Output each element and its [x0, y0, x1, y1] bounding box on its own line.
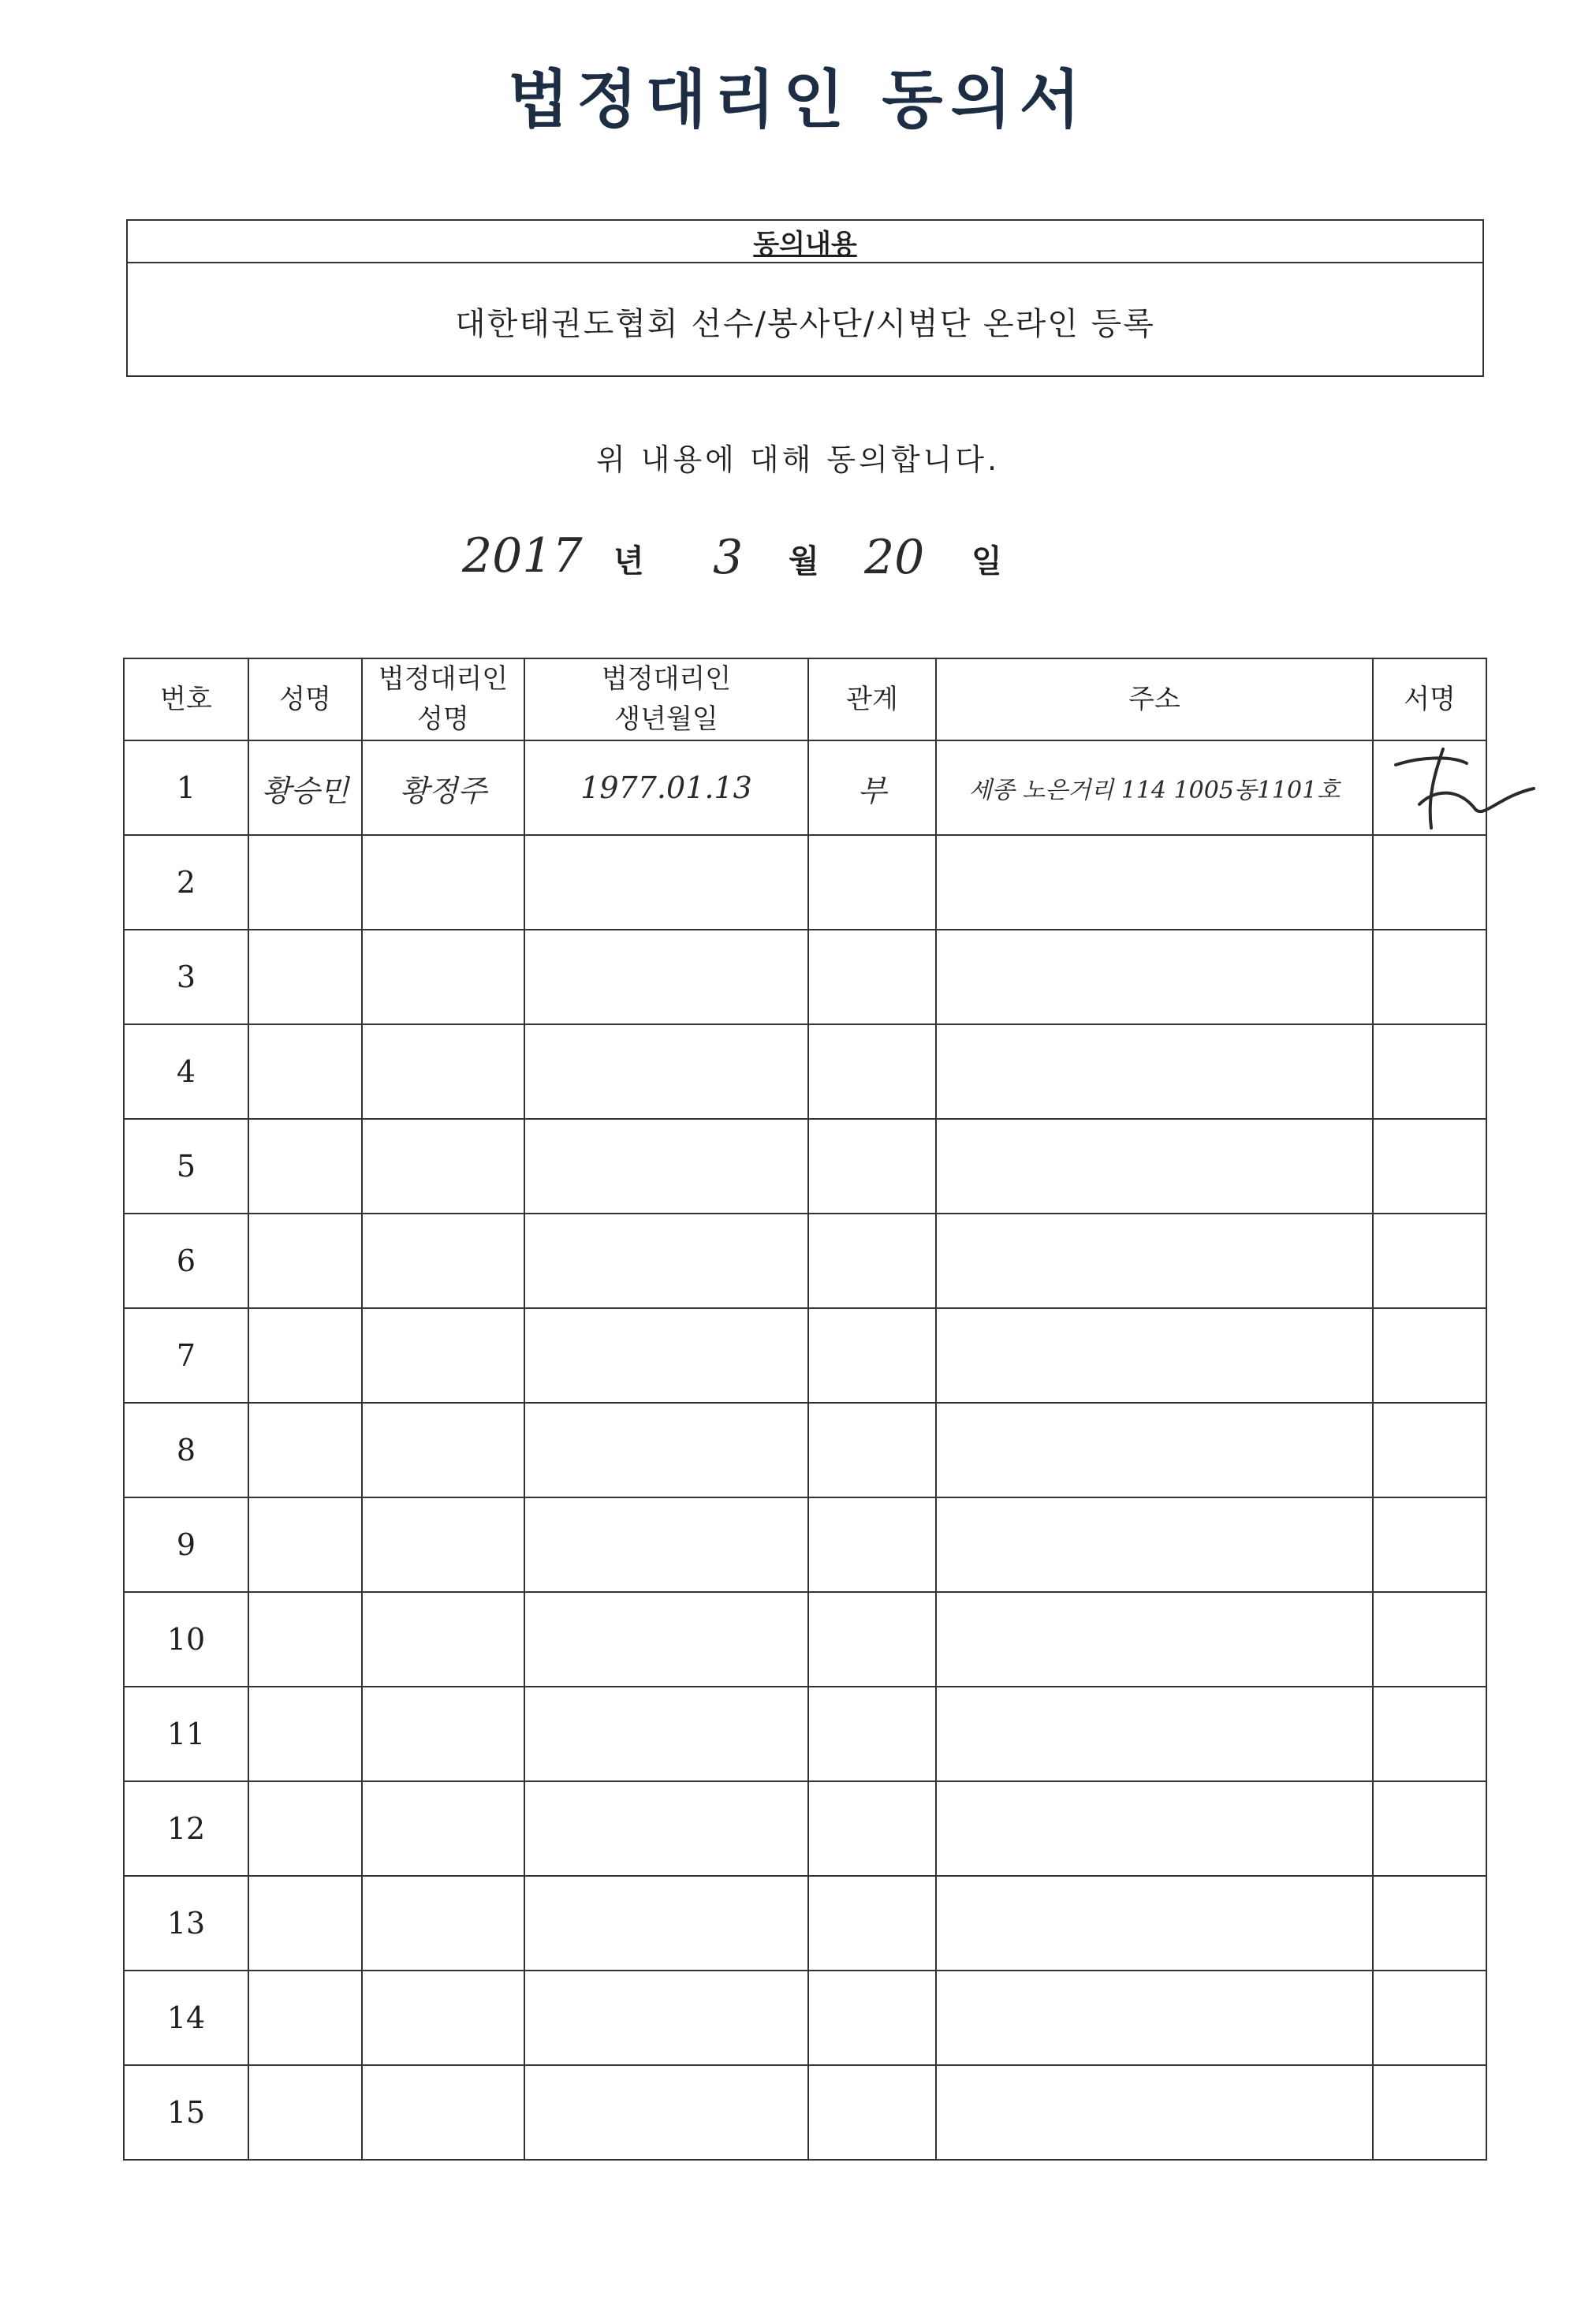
cell-guardian-name: 황정주	[362, 740, 524, 835]
cell-signature	[1373, 1876, 1486, 1971]
cell-signature	[1373, 1024, 1486, 1119]
cell-name	[248, 1308, 362, 1403]
agreement-header	[128, 221, 1482, 263]
cell-signature	[1373, 835, 1486, 930]
cell-relation	[808, 1403, 936, 1497]
cell-relation	[808, 835, 936, 930]
cell-guardian-birth	[524, 835, 808, 930]
cell-guardian-name	[362, 930, 524, 1024]
cell-relation	[808, 1119, 936, 1214]
cell-guardian-name	[362, 1119, 524, 1214]
cell-guardian-name	[362, 1781, 524, 1876]
cell-signature	[1373, 1687, 1486, 1781]
cell-name: 황승민	[248, 740, 362, 835]
table-header-row	[124, 658, 1486, 740]
cell-signature	[1373, 1592, 1486, 1687]
cell-address	[936, 835, 1373, 930]
cell-name	[248, 1119, 362, 1214]
cell-guardian-birth	[524, 1687, 808, 1781]
cell-name	[248, 1971, 362, 2065]
cell-name	[248, 1024, 362, 1119]
cell-guardian-birth	[524, 1781, 808, 1876]
cell-guardian-name	[362, 1214, 524, 1308]
cell-no: 5	[124, 1119, 248, 1214]
cell-guardian-name	[362, 1687, 524, 1781]
cell-no: 14	[124, 1971, 248, 2065]
cell-relation	[808, 2065, 936, 2160]
cell-relation	[808, 1024, 936, 1119]
cell-no: 2	[124, 835, 248, 930]
cell-relation	[808, 1497, 936, 1592]
cell-name	[248, 1214, 362, 1308]
cell-no: 9	[124, 1497, 248, 1592]
agreement-content: 대한태권도협회 선수/봉사단/시범단 온라인 등록	[455, 305, 1155, 342]
date-year-handwritten: 2017	[462, 528, 583, 584]
cell-guardian-birth	[524, 1497, 808, 1592]
header-guardian-birth-line1: 법정대리인	[601, 663, 732, 695]
cell-no: 4	[124, 1024, 248, 1119]
cell-guardian-name	[362, 1876, 524, 1971]
cell-guardian-birth: 1977.01.13	[524, 740, 808, 835]
cell-guardian-name	[362, 1403, 524, 1497]
cell-no: 13	[124, 1876, 248, 1971]
table-row	[124, 1024, 1486, 1119]
cell-no: 7	[124, 1308, 248, 1403]
header-signature: 서명	[1373, 658, 1486, 740]
cell-no: 6	[124, 1214, 248, 1308]
header-guardian-name-line2: 성명	[417, 703, 469, 735]
cell-name	[248, 2065, 362, 2160]
table-row	[124, 1308, 1486, 1403]
cell-address	[936, 1024, 1373, 1119]
cell-address	[936, 1403, 1373, 1497]
cell-guardian-birth	[524, 1403, 808, 1497]
cell-guardian-birth	[524, 930, 808, 1024]
cell-guardian-birth	[524, 1971, 808, 2065]
cell-address	[936, 1971, 1373, 2065]
cell-signature	[1373, 1781, 1486, 1876]
date-month-unit: 월	[789, 543, 819, 580]
cell-guardian-name	[362, 1971, 524, 2065]
cell-no: 11	[124, 1687, 248, 1781]
header-guardian-birth	[524, 658, 808, 740]
table-row	[124, 1497, 1486, 1592]
table-row	[124, 1403, 1486, 1497]
signature-mark	[1388, 733, 1538, 844]
cell-name	[248, 1876, 362, 1971]
cell-name	[248, 1687, 362, 1781]
cell-no: 12	[124, 1781, 248, 1876]
header-relation: 관계	[808, 658, 936, 740]
cell-address	[936, 1592, 1373, 1687]
header-guardian-name	[362, 658, 524, 740]
cell-address	[936, 1214, 1373, 1308]
cell-signature	[1373, 2065, 1486, 2160]
cell-relation	[808, 1308, 936, 1403]
cell-no: 1	[124, 740, 248, 835]
cell-relation	[808, 1781, 936, 1876]
table-row	[124, 1119, 1486, 1214]
cell-name	[248, 1403, 362, 1497]
table-row	[124, 2065, 1486, 2160]
table-row	[124, 740, 1486, 835]
cell-address	[936, 930, 1373, 1024]
cell-guardian-birth	[524, 1592, 808, 1687]
agreement-box	[126, 219, 1484, 377]
cell-guardian-birth	[524, 1308, 808, 1403]
header-name: 성명	[248, 658, 362, 740]
header-guardian-birth-line2: 생년월일	[614, 703, 718, 735]
table-row	[124, 1781, 1486, 1876]
cell-guardian-birth	[524, 1214, 808, 1308]
cell-relation	[808, 1592, 936, 1687]
table-row	[124, 1687, 1486, 1781]
cell-no: 15	[124, 2065, 248, 2160]
cell-address	[936, 2065, 1373, 2160]
cell-relation	[808, 1687, 936, 1781]
cell-address	[936, 1781, 1373, 1876]
consent-statement: 위 내용에 대해 동의합니다.	[595, 442, 1001, 477]
table-row	[124, 835, 1486, 930]
agreement-header-label: 동의내용	[753, 228, 857, 260]
cell-relation	[808, 1876, 936, 1971]
header-address: 주소	[936, 658, 1373, 740]
cell-guardian-birth	[524, 1024, 808, 1119]
cell-guardian-name	[362, 1308, 524, 1403]
cell-signature	[1373, 930, 1486, 1024]
cell-guardian-name	[362, 835, 524, 930]
cell-address	[936, 1876, 1373, 1971]
table-row	[124, 1876, 1486, 1971]
cell-signature	[1373, 1119, 1486, 1214]
date-month-handwritten: 3	[713, 530, 744, 585]
cell-guardian-name	[362, 2065, 524, 2160]
cell-name	[248, 1781, 362, 1876]
cell-guardian-name	[362, 1024, 524, 1119]
cell-no: 10	[124, 1592, 248, 1687]
cell-relation	[808, 930, 936, 1024]
cell-address	[936, 1497, 1373, 1592]
cell-address: 세종 노은거리 114 1005동1101호	[936, 740, 1373, 835]
cell-no: 3	[124, 930, 248, 1024]
cell-signature	[1373, 1497, 1486, 1592]
cell-name	[248, 930, 362, 1024]
cell-signature	[1373, 1214, 1486, 1308]
guardian-list-table	[123, 658, 1487, 2161]
cell-relation: 부	[808, 740, 936, 835]
date-day-unit: 일	[971, 543, 1002, 580]
table-row	[124, 1592, 1486, 1687]
cell-guardian-birth	[524, 1876, 808, 1971]
header-no: 번호	[124, 658, 248, 740]
date-day-handwritten: 20	[864, 530, 925, 585]
cell-relation	[808, 1971, 936, 2065]
cell-guardian-birth	[524, 2065, 808, 2160]
cell-name	[248, 835, 362, 930]
cell-address	[936, 1308, 1373, 1403]
cell-signature	[1373, 1403, 1486, 1497]
cell-address	[936, 1687, 1373, 1781]
cell-guardian-name	[362, 1497, 524, 1592]
cell-name	[248, 1592, 362, 1687]
table-row	[124, 1214, 1486, 1308]
cell-address	[936, 1119, 1373, 1214]
cell-guardian-name	[362, 1592, 524, 1687]
cell-no: 8	[124, 1403, 248, 1497]
cell-relation	[808, 1214, 936, 1308]
cell-name	[248, 1497, 362, 1592]
header-guardian-name-line1: 법정대리인	[378, 663, 509, 695]
date-year-unit: 년	[613, 543, 644, 580]
document-title: 법정대리인 동의서	[507, 63, 1089, 136]
table-row	[124, 1971, 1486, 2065]
cell-signature	[1373, 1971, 1486, 2065]
table-row	[124, 930, 1486, 1024]
cell-signature	[1373, 1308, 1486, 1403]
cell-guardian-birth	[524, 1119, 808, 1214]
